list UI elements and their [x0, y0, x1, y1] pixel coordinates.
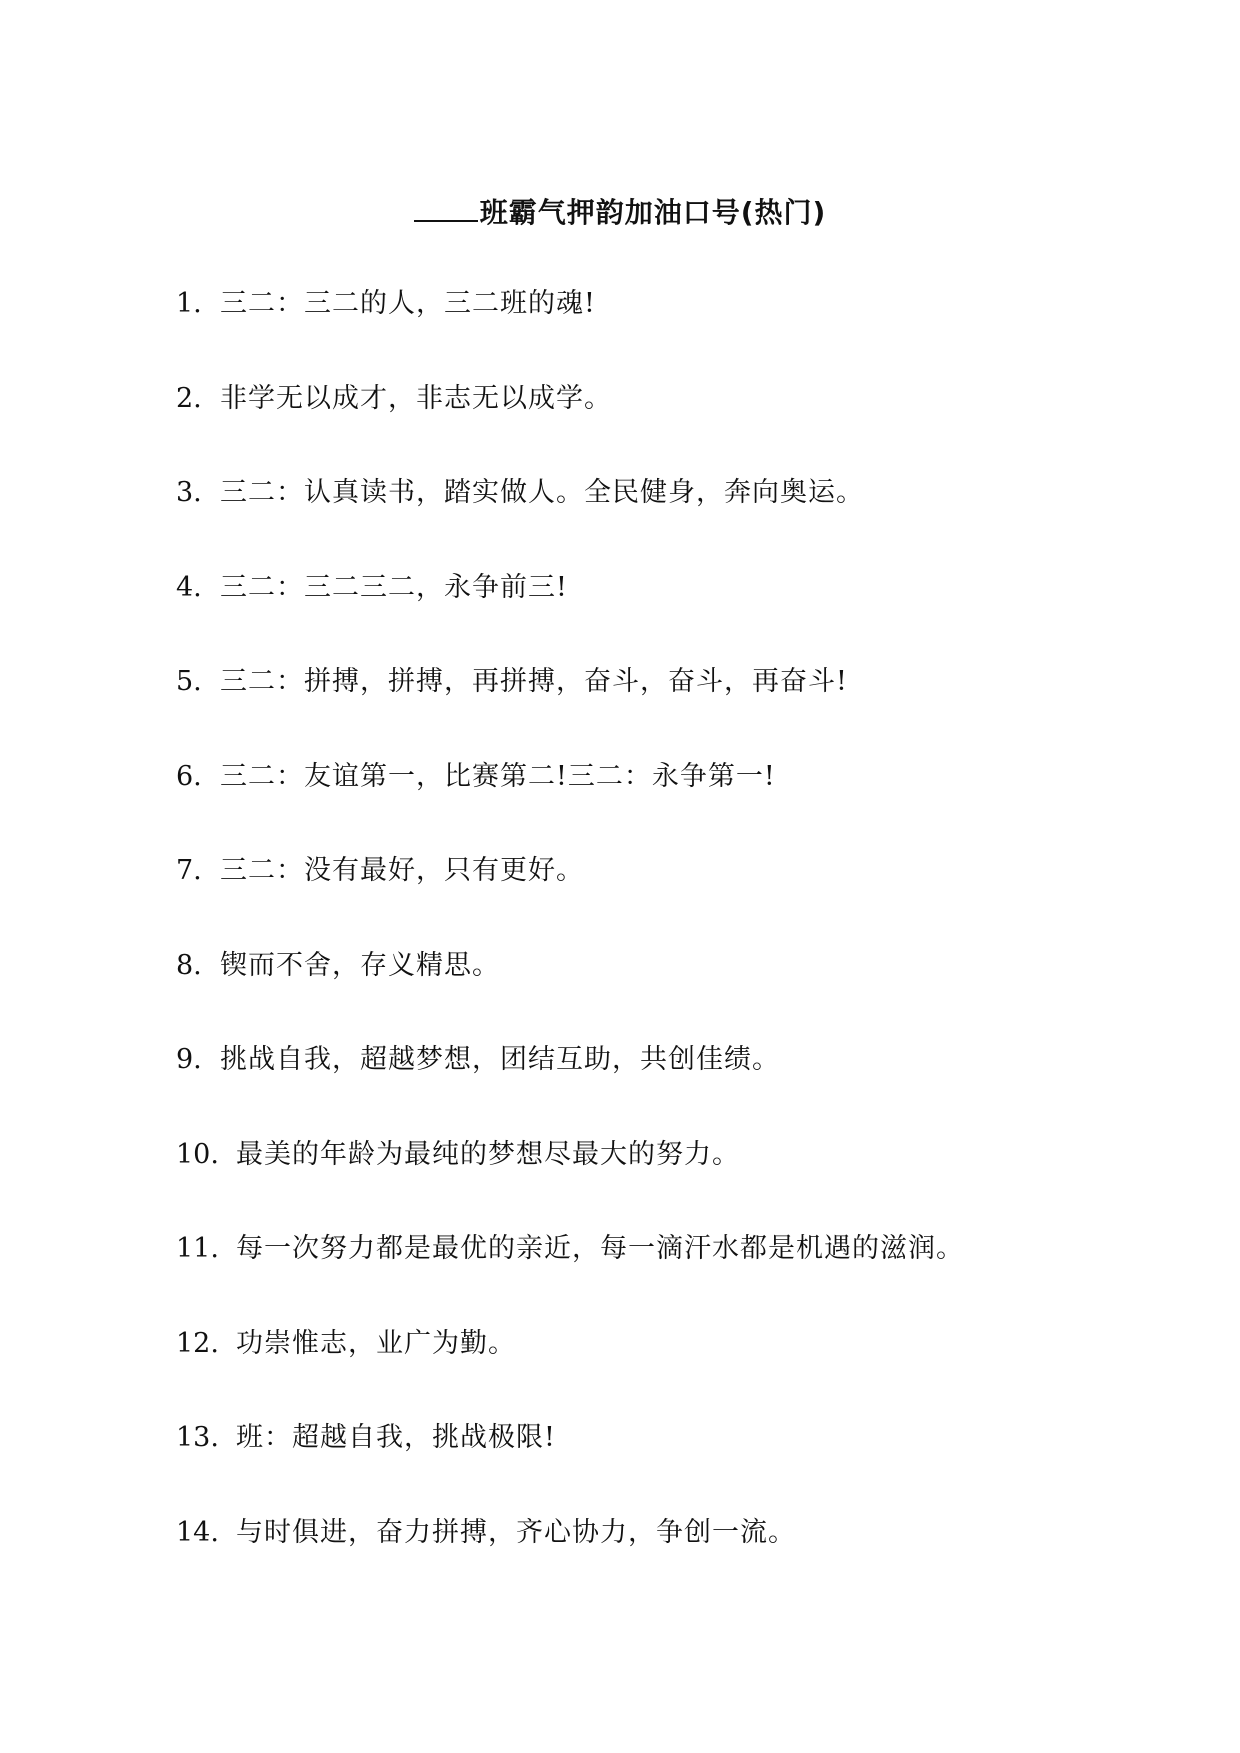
item-number: 4. — [176, 571, 202, 603]
document-title: 班霸气押韵加油口号(热门) — [479, 196, 827, 229]
item-text: 三二：三二的人，三二班的魂! — [220, 288, 596, 319]
list-item — [176, 284, 1176, 379]
item-number: 5. — [176, 666, 202, 697]
item-text: 每一次努力都是最优的亲近，每一滴汗水都是机遇的滋润。 — [236, 1233, 964, 1264]
list-item — [176, 1324, 1176, 1419]
item-number: 11. — [176, 1233, 219, 1264]
list-item — [176, 473, 1176, 568]
item-number: 10. — [176, 1138, 219, 1170]
item-number: 1. — [176, 288, 202, 319]
item-number: 6. — [176, 760, 202, 792]
list-item — [176, 379, 1176, 474]
item-text: 三二：没有最好，只有更好。 — [220, 855, 584, 886]
slogan-list — [176, 284, 1176, 1607]
item-text: 三二：认真读书，踏实做人。全民健身，奔向奥运。 — [220, 477, 864, 508]
item-text: 锲而不舍，存义精思。 — [220, 949, 500, 981]
item-number: 3. — [176, 477, 202, 508]
item-text: 功崇惟志，业广为勤。 — [236, 1327, 516, 1359]
item-number: 12. — [176, 1327, 219, 1359]
item-number: 2. — [176, 382, 202, 414]
list-item — [176, 1135, 1176, 1230]
item-text: 三二：友谊第一，比赛第二!三二：永争第一! — [220, 760, 776, 792]
title-blank-underline — [414, 190, 478, 222]
list-item — [176, 1513, 1176, 1608]
item-number: 13. — [176, 1422, 219, 1453]
item-text: 最美的年龄为最纯的梦想尽最大的努力。 — [236, 1138, 740, 1170]
item-text: 挑战自我，超越梦想，团结互助，共创佳绩。 — [220, 1044, 780, 1075]
item-text: 三二：拼搏，拼搏，再拼搏，奋斗，奋斗，再奋斗! — [220, 666, 848, 697]
item-text: 班：超越自我，挑战极限! — [236, 1422, 556, 1453]
item-number: 14. — [176, 1516, 219, 1548]
document-title-line — [0, 190, 1240, 233]
item-number: 8. — [176, 949, 202, 981]
list-item — [176, 568, 1176, 663]
list-item — [176, 662, 1176, 757]
list-item — [176, 1418, 1176, 1513]
item-text: 非学无以成才，非志无以成学。 — [220, 382, 612, 414]
list-item — [176, 1040, 1176, 1135]
list-item — [176, 946, 1176, 1041]
list-item — [176, 1229, 1176, 1324]
list-item — [176, 851, 1176, 946]
item-text: 与时俱进，奋力拼搏，齐心协力，争创一流。 — [236, 1516, 796, 1548]
list-item — [176, 757, 1176, 852]
item-number: 7. — [176, 855, 202, 886]
item-text: 三二：三二三二，永争前三! — [220, 571, 568, 603]
item-number: 9. — [176, 1044, 202, 1075]
